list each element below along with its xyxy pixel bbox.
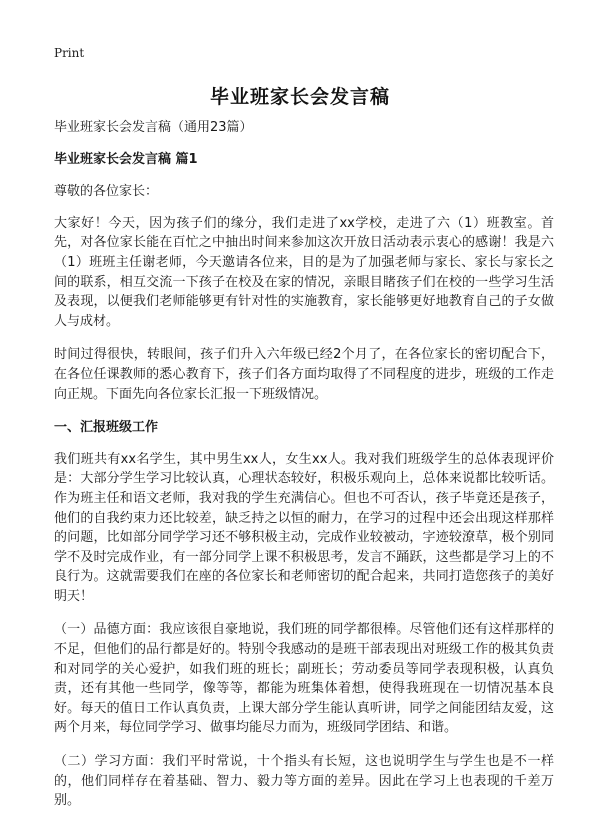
document-subtitle: 毕业班家长会发言稿（通用23篇） bbox=[54, 120, 253, 135]
heading-report-class-work: 一、汇报班级工作 bbox=[54, 420, 159, 436]
paragraph-overview: 时间过得很快，转眼间，孩子们升入六年级已经2个月了，在各位家长的密切配合下，在各位任课教师的悉心教育下，孩子们各方面均取得了不同程度的进步，班级的工作走向正规。下面先向各位家长汇报一下班级情况。 bbox=[54, 347, 554, 402]
paragraph-study: （二）学习方面：我们平时常说，十个指头有长短，这也说明学生与学生也是不一样的，他们同样存在着基础、智力、毅力等方面的差异。因此在学习上也表现的千差万别。 bbox=[54, 754, 554, 809]
section-title: 毕业班家长会发言稿 篇1 bbox=[54, 151, 198, 167]
document-body bbox=[54, 118, 554, 825]
paragraph-intro: 大家好！今天，因为孩子们的缘分，我们走进了xx学校，走进了六（1）班教室。首先，对各位家长能在百忙之中抽出时间来参加这次开放日活动表示衷心的感谢！我是六（1）班班主任谢老师，今天邀请各位来，目的是为了加强老师与家长、家长与家长之间的联系，相互交流一下孩子在校及在家的情况，亲眼目睹孩子们在校的一些学习生活及表现，以便我们老师能够更有针对性的实施教育，家长能够更好地教育自己的子女做人与成材。 bbox=[54, 215, 554, 329]
print-link[interactable]: Print bbox=[54, 46, 85, 60]
page-title: 毕业班家长会发言稿 bbox=[209, 86, 390, 108]
paragraph-morality: （一）品德方面：我应该很自豪地说，我们班的同学都很棒。尽管他们还有这样那样的不足，但他们的品行都是好的。特别令我感动的是班干部表现出对班级工作的极其负责和对同学的关心爱护，如我们班的班长；副班长；劳动委员等同学表现积极，认真负责，还有其他一些同学，像等等，都能为班集体着想，使得我班现在一切情况基本良好。每天的值日工作认真负责，上课大部分学生能认真听讲，同学之间能团结友爱，这两个月来，每位同学学习、做事均能尽力而为，班级同学团结、和谐。 bbox=[54, 622, 554, 736]
paragraph-class-summary: 我们班共有xx名学生，其中男生xx人，女生xx人。我对我们班级学生的总体表现评价是：大部分学生学习比较认真，心理状态较好，积极乐观向上，总体来说都比较听话。作为班主任和语文老师，我对我的学生充满信心。但也不可否认，孩子毕竟还是孩子，他们的自我约束力还比较差，缺乏持之以恒的耐力，在学习的过程中还会出现这样那样的问题，比如部分同学学习还不够积极主动，完成作业较被动，字迹较潦草，极个别同学不及时完成作业，有一部分同学上课不积极思考，发言不踊跃，这些都是学习上的不良行为。这就需要我们在座的各位家长和老师密切的配合起来，共同打造您孩子的美好明天！ bbox=[54, 451, 554, 604]
greeting: 尊敬的各位家长： bbox=[54, 184, 159, 200]
